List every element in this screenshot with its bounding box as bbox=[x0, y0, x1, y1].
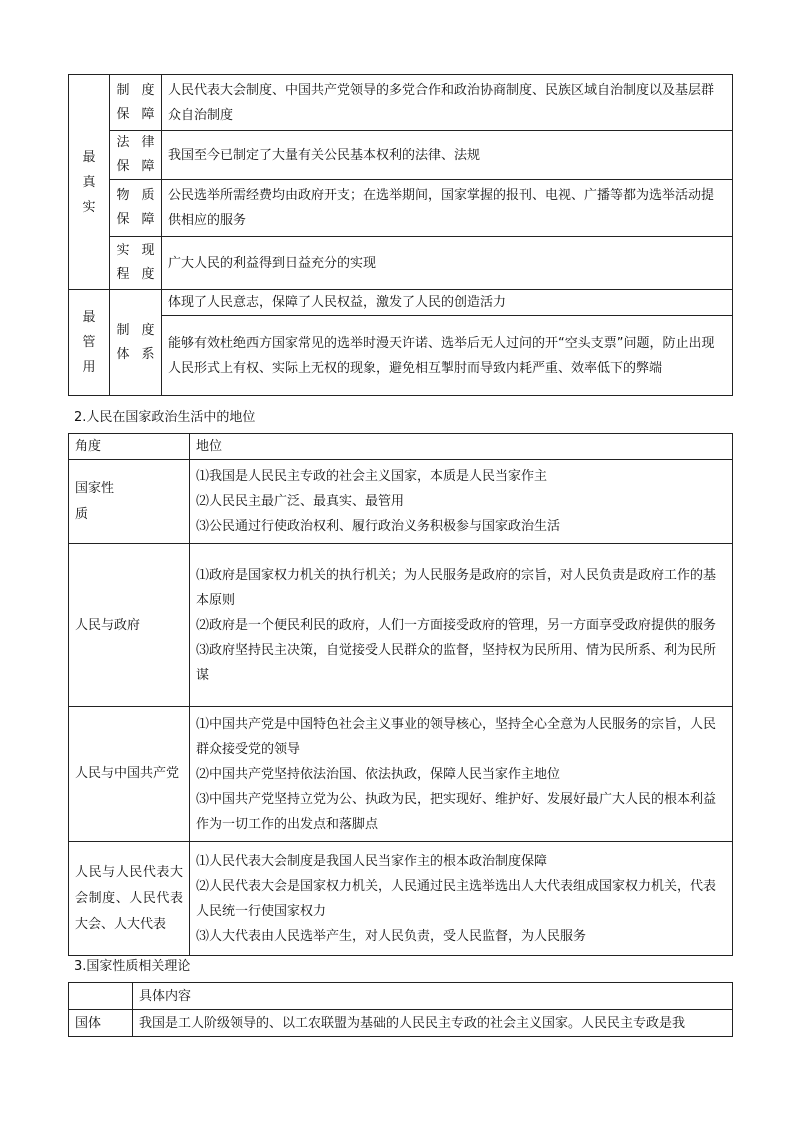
table-row bbox=[69, 1010, 733, 1037]
category-label: 法律保障 bbox=[110, 131, 162, 180]
table-header-row bbox=[69, 983, 733, 1010]
table-row bbox=[69, 544, 733, 707]
table-row bbox=[69, 180, 733, 237]
group-label-most-useful: 最管用 bbox=[69, 290, 110, 396]
table-header-row bbox=[69, 434, 733, 460]
category-content: 体现了人民意志，保障了人民权益，激发了人民的创造活力 bbox=[162, 290, 733, 316]
table-row bbox=[69, 75, 733, 131]
democracy-features-table bbox=[68, 74, 733, 396]
content-cell: 我国是工人阶级领导的、以工农联盟为基础的人民民主专政的社会主义国家。人民民主专政是我 bbox=[133, 1010, 733, 1037]
status-item: ⑵中国共产党坚持依法治国、依法执政，保障人民当家作主地位 bbox=[196, 766, 561, 782]
angle-cell: 人民与人民代表大会制度、人民代表大会、人大代表 bbox=[69, 842, 190, 956]
status-item: ⑵人民代表大会是国家权力机关，人民通过民主选举选出人大代表组成国家权力机关，代表人民统一行使国家权力 bbox=[196, 878, 717, 919]
table-row bbox=[69, 707, 733, 842]
category-content: 人民代表大会制度、中国共产党领导的多党合作和政治协商制度、民族区域自治制度以及基层群众自治制度 bbox=[162, 75, 733, 131]
status-item: ⑴人民代表大会制度是我国人民当家作主的根本政治制度保障 bbox=[196, 853, 548, 869]
group-label-most-real: 最真实 bbox=[69, 75, 110, 290]
category-label: 物质保障 bbox=[110, 180, 162, 237]
category-label: 实现程度 bbox=[110, 237, 162, 290]
column-header-term bbox=[69, 983, 133, 1010]
table-row bbox=[69, 460, 733, 544]
table-row bbox=[69, 237, 733, 290]
status-item: ⑴我国是人民民主专政的社会主义国家，本质是人民当家作主 bbox=[196, 469, 548, 484]
status-item: ⑵政府是一个便民利民的政府，人们一方面接受政府的管理，另一方面享受政府提供的服务 bbox=[196, 617, 717, 633]
section-2-title: 2.人民在国家政治生活中的地位 bbox=[74, 410, 256, 425]
status-item: ⑴政府是国家权力机关的执行机关；为人民服务是政府的宗旨，对人民负责是政府工作的基本原则 bbox=[196, 567, 717, 608]
status-cell bbox=[190, 842, 733, 956]
people-status-table bbox=[68, 433, 733, 956]
angle-cell: 人民与中国共产党 bbox=[69, 707, 190, 842]
column-header-angle: 角度 bbox=[69, 434, 190, 460]
category-label: 制度体系 bbox=[110, 290, 162, 396]
status-item: ⑶政府坚持民主决策，自觉接受人民群众的监督，坚持权为民所用、情为民所系、利为民所谋 bbox=[196, 642, 717, 683]
status-cell bbox=[190, 707, 733, 842]
status-cell bbox=[190, 460, 733, 544]
angle-cell: 国家性质 bbox=[69, 460, 190, 544]
column-header-content: 具体内容 bbox=[133, 983, 733, 1010]
table-row bbox=[69, 842, 733, 956]
status-item: ⑵人民民主最广泛、最真实、最管用 bbox=[196, 494, 405, 509]
table-row bbox=[69, 290, 733, 316]
section-3-title: 3.国家性质相关理论 bbox=[74, 959, 191, 974]
column-header-status: 地位 bbox=[190, 434, 733, 460]
state-nature-table bbox=[68, 982, 733, 1037]
table-row bbox=[69, 316, 733, 396]
angle-cell: 人民与政府 bbox=[69, 544, 190, 707]
category-content: 广大人民的利益得到日益充分的实现 bbox=[162, 237, 733, 290]
status-item: ⑶中国共产党坚持立党为公、执政为民，把实现好、维护好、发展好最广大人民的根本利益作为一切工作的出发点和落脚点 bbox=[196, 791, 717, 832]
term-cell: 国体 bbox=[69, 1010, 133, 1037]
category-content: 能够有效杜绝西方国家常见的选举时漫天许诺、选举后无人过问的开“空头支票”问题，防止出现人民形式上有权、实际上无权的现象，避免相互掣肘而导致内耗严重、效率低下的弊端 bbox=[162, 316, 733, 396]
status-item: ⑶人大代表由人民选举产生，对人民负责，受人民监督，为人民服务 bbox=[196, 928, 587, 944]
category-content: 公民选举所需经费均由政府开支；在选举期间，国家掌握的报刊、电视、广播等都为选举活动提供相应的服务 bbox=[162, 180, 733, 237]
status-cell bbox=[190, 544, 733, 707]
category-label: 制度保障 bbox=[110, 75, 162, 131]
status-item: ⑶公民通过行使政治权利、履行政治义务积极参与国家政治生活 bbox=[196, 519, 561, 534]
category-content: 我国至今已制定了大量有关公民基本权利的法律、法规 bbox=[162, 131, 733, 180]
status-item: ⑴中国共产党是中国特色社会主义事业的领导核心，坚持全心全意为人民服务的宗旨，人民群众接受党的领导 bbox=[196, 716, 717, 757]
table-row bbox=[69, 131, 733, 180]
